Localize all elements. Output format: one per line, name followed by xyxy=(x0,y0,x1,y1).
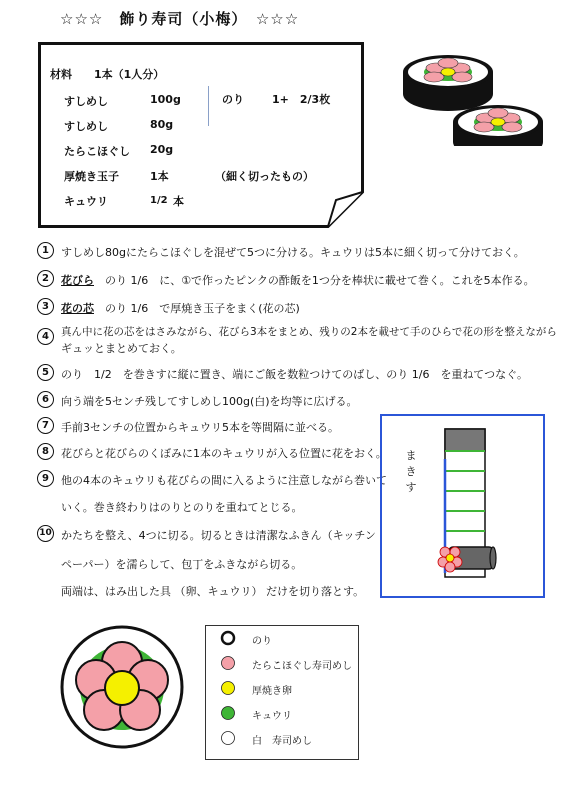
page-title: ☆☆☆ 飾り寿司（小梅） ☆☆☆ xyxy=(60,10,300,28)
step-keyword: 花びら xyxy=(61,274,94,287)
cross-section-diagram xyxy=(60,622,190,752)
legend-swatch-nori xyxy=(220,630,236,646)
step-number: 3 xyxy=(37,298,54,315)
sushi-rolls-illustration xyxy=(398,46,548,146)
material-name: 厚焼き玉子 xyxy=(64,170,119,183)
legend-label: のり xyxy=(252,636,272,647)
legend-label: 厚焼き卵 xyxy=(252,686,292,697)
material-amount: 1本 xyxy=(150,170,169,183)
step-number: 5 xyxy=(37,364,54,381)
makisu-label: まきす xyxy=(405,449,417,494)
step-text: すしめし80gにたらこほぐしを混ぜて5つに分ける。キュウリは5本に細く切って分けておく。 xyxy=(61,246,525,259)
step-number: 10 xyxy=(37,525,54,542)
step-number: 6 xyxy=(37,391,54,408)
material-amount: 1/2 xyxy=(150,195,168,206)
step-number: 9 xyxy=(37,470,54,487)
step-text: のり 1/6 に、①で作ったピンクの酢飯を1つ分を棒状に載せて巻く。これを5本作る。 xyxy=(94,274,535,287)
legend-label: たらこほぐし寿司めし xyxy=(252,661,352,672)
step-keyword: 花の芯 xyxy=(61,302,94,315)
step-text-continued: ペーパー）を濡らして、包丁をふきながら切る。 xyxy=(61,558,303,571)
step-text: 向う端を5センチ残してすしめし100g(白)を均等に広げる。 xyxy=(61,395,358,408)
step-text: 他の4本のキュウリも花びらの間に入るように注意しながら巻いて xyxy=(61,474,387,487)
materials-header: 材料 1本（1人分） xyxy=(50,68,165,81)
material-amount: 100g xyxy=(150,93,181,106)
step-text: 真ん中に花の芯をはさみながら、花びら3本をまとめ、残りの2本を載せて手のひらで花の形を整えながら xyxy=(61,326,557,338)
sushi-roll xyxy=(453,105,543,146)
legend-swatch-yellow xyxy=(220,680,236,696)
material-note: （細く切ったもの） xyxy=(215,170,314,183)
step-number: 7 xyxy=(37,417,54,434)
material-amount: 80g xyxy=(150,118,174,131)
material-name: すしめし xyxy=(64,95,108,108)
material-name: キュウリ xyxy=(64,195,108,208)
step-number: 2 xyxy=(37,270,54,287)
step-text-continued: いく。巻き終わりはのりとのりを重ねてとじる。 xyxy=(61,501,303,514)
divider xyxy=(208,86,209,126)
sushi-roll xyxy=(403,55,493,111)
legend-label: キュウリ xyxy=(252,711,292,722)
step-number: 8 xyxy=(37,443,54,460)
step-text: のり 1/6 で厚焼き玉子をまく(花の芯) xyxy=(94,302,300,315)
legend-swatch-green xyxy=(220,705,236,721)
legend-swatch-white xyxy=(220,730,236,746)
makisu-illustration xyxy=(435,425,505,585)
trim-note: 両端は、はみ出した具 （卵、キュウリ） だけを切り落とす。 xyxy=(61,585,365,598)
material-name: たらこほぐし xyxy=(64,145,130,158)
material-name: すしめし xyxy=(64,120,108,133)
nori-amount: 1+ 2/3枚 xyxy=(272,93,331,106)
step-number: 1 xyxy=(37,242,54,259)
legend-label: 白 寿司めし xyxy=(252,736,312,747)
step-text: かたちを整え、4つに切る。切るときは清潔なふきん（キッチン xyxy=(61,529,376,542)
material-unit: 本 xyxy=(173,195,184,208)
nori-name: のり xyxy=(222,93,244,106)
step-number: 4 xyxy=(37,328,54,345)
step-text-continued: ギュッとまとめておく。 xyxy=(61,342,182,355)
step-text: 手前3センチの位置からキュウリ5本を等間隔に並べる。 xyxy=(61,421,339,434)
step-text: 花びらと花びらのくぼみに1本のキュウリが入る位置に花をおく。 xyxy=(61,447,387,460)
legend-swatch-pink xyxy=(220,655,236,671)
material-amount: 20g xyxy=(150,143,174,156)
step-text: のり 1/2 を巻きすに縦に置き、端にご飯を数粒つけてのばし、のり 1/6 を重ねてつなぐ。 xyxy=(61,368,528,381)
